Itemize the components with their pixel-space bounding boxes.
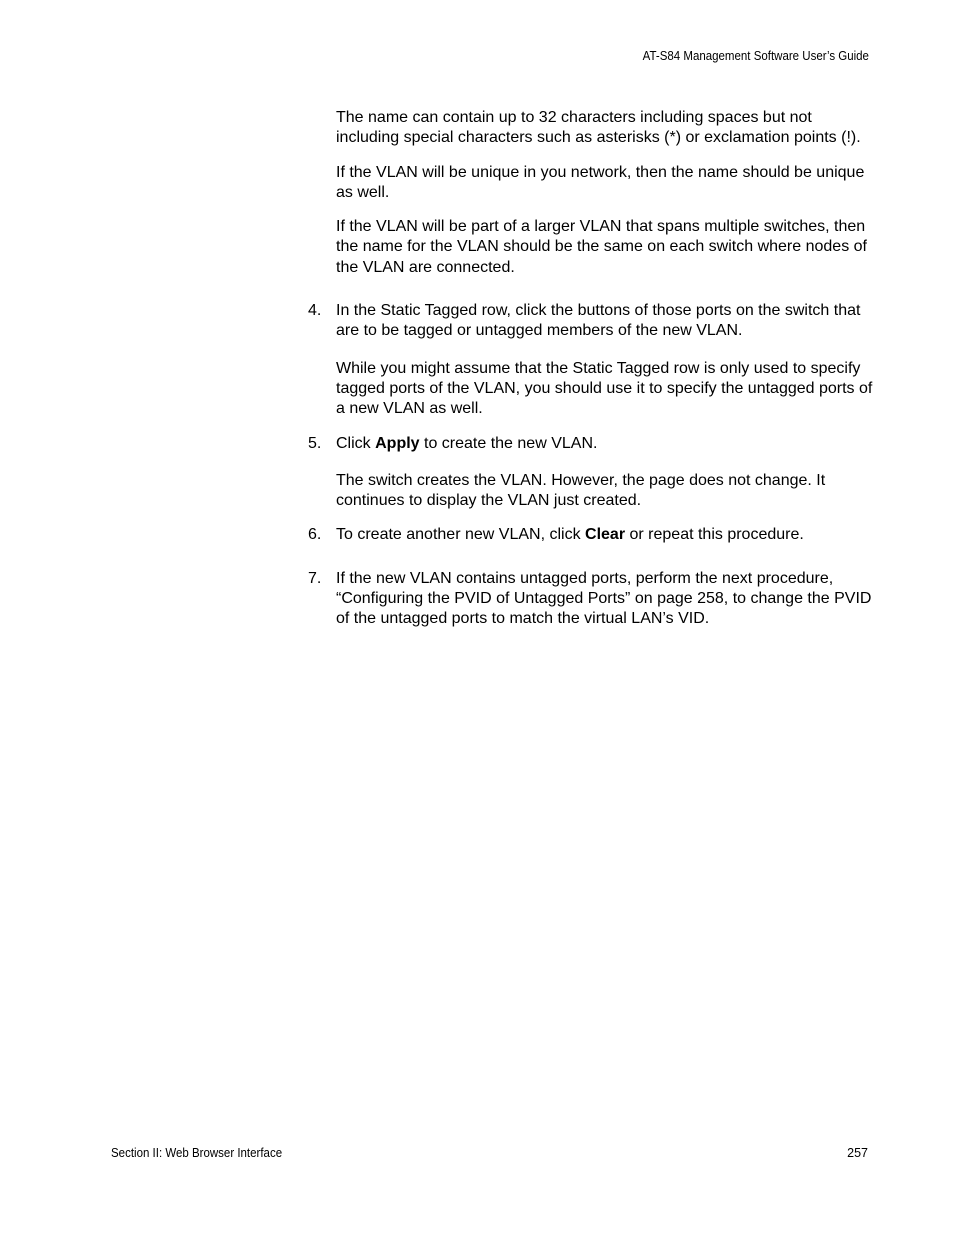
step-number: 6. <box>308 526 322 544</box>
step-number: 4. <box>308 302 322 320</box>
step-text-before: To create another new VLAN, click <box>336 526 586 544</box>
apply-term: Apply <box>375 434 420 452</box>
footer-page-number: 257 <box>847 1146 868 1160</box>
multi-switch-paragraph: If the VLAN will be part of a larger VLAN that spans multiple switches, then the name for the VLAN should be the same on each switch where nodes of the VLAN are connected. <box>336 218 867 276</box>
step-text-after: or repeat this procedure. <box>625 526 804 544</box>
step-text <box>336 434 874 454</box>
step-4 <box>308 301 874 419</box>
step-5 <box>308 434 874 512</box>
step-text <box>336 525 874 545</box>
step-text-before: Click <box>336 434 376 452</box>
step-text-after: to create the new VLAN. <box>419 434 598 452</box>
clear-term: Clear <box>585 526 626 544</box>
step-note: The switch creates the VLAN. However, the page does not change. It continues to display the VLAN just created. <box>336 471 826 510</box>
step-number: 7. <box>308 569 322 587</box>
unique-name-paragraph: If the VLAN will be unique in you network, then the name should be unique as well. <box>336 163 865 201</box>
step-text: If the new VLAN contains untagged ports, perform the next procedure, “Configuring the PVID of Untagged Ports” on page 258, to change the PVID of the untagged ports to match the virtual LAN’s VID. <box>336 569 872 628</box>
running-header: AT-S84 Management Software User’s Guide <box>642 49 869 63</box>
step-text: In the Static Tagged row, click the buttons of those ports on the switch that are to be tagged or untagged members of the new VLAN. <box>336 302 861 340</box>
footer-section: Section II: Web Browser Interface <box>111 1146 283 1160</box>
step-number: 5. <box>308 434 322 452</box>
step-note: While you might assume that the Static Tagged row is only used to specify tagged ports of the VLAN, you should use it to specify the untagged ports of a new VLAN as well. <box>336 359 873 418</box>
name-length-paragraph: The name can contain up to 32 characters including spaces but not including special characters such as asterisks (*) or exclamation points (!). <box>336 109 861 147</box>
page-body <box>308 108 874 644</box>
step-6 <box>308 525 874 545</box>
step-7 <box>308 569 874 630</box>
